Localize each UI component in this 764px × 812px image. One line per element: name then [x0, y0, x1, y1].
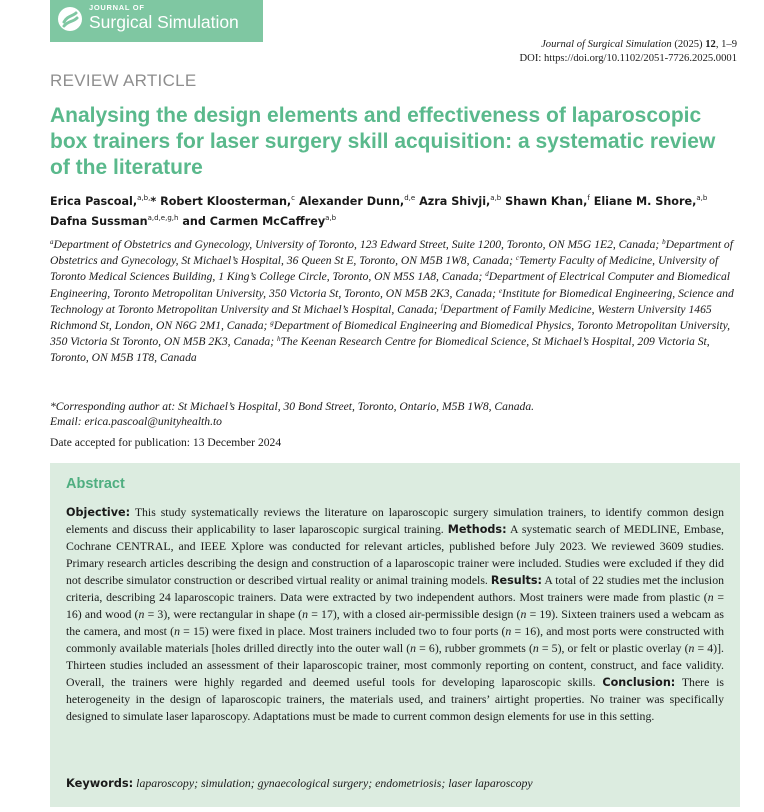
author-entry: [419, 195, 501, 208]
keywords-text: laparoscopy; simulation; gynaecological surgery; endometriosis; laser laparoscopy: [133, 776, 533, 790]
results-text: [66, 573, 724, 689]
affiliation-text: Department of Obstetrics and Gynecology, St Michael’s Hospital, 36 Queen St E, Toronto, ON M5B 1W8, Canada;: [50, 238, 733, 268]
abstract-heading: Abstract: [66, 476, 125, 492]
affiliation-marker: h: [276, 335, 281, 344]
author-list: [50, 192, 740, 232]
n-symbol: n: [688, 641, 695, 655]
author-name: Erica Pascoal,: [50, 195, 138, 208]
citation-pages: , 1–9: [715, 39, 737, 50]
n-symbol: n: [707, 590, 714, 604]
citation-journal: Journal of Surgical Simulation: [541, 39, 672, 50]
author-affiliation-marker: a,b: [490, 194, 502, 202]
results-segment: A total of 22 studies met the inclusion criteria, describing 24 laparoscopic trainers. Data were extracted by two independent authors. Most trainers were made from plastic (: [66, 573, 724, 604]
author-affiliation-marker: a,b,: [137, 194, 151, 202]
citation-year: (2025): [671, 39, 706, 50]
author-affiliation-marker: a,b: [325, 214, 337, 222]
objective-text: This study systematically reviews the literature on laparoscopic surgery simulation trainers, to identify common design elements and discuss their applicability to laser laparoscopic surgical training.: [66, 505, 724, 536]
affiliation-text: Department of Electrical Computer and Biomedical Engineering, Toronto Metropolitan University, 350 Victoria St, Toronto, ON M5B 2K3, Canada;: [50, 270, 730, 300]
results-segment: = 19). Sixteen trainers used a webcam as the camera, and most (: [66, 607, 725, 638]
results-segment: = 16) and wood (: [66, 590, 724, 621]
affiliation-marker: e: [498, 286, 502, 295]
abstract-body: [66, 504, 724, 725]
n-symbol: n: [505, 624, 512, 638]
n-symbol: n: [138, 607, 145, 621]
conclusion-text: There is heterogeneity in the design of laparoscopic trainers, the materials used, and trainers’ airtight properties. No trainer was specifically designed to simulate laser laparoscopy. Adaptations must be made to current common design elements for use in this setting.: [66, 675, 724, 723]
results-segment: = 16), and most ports were constructed with commonly available materials [holes drilled directly into the outer wall (: [66, 624, 724, 655]
keywords-line: [66, 776, 726, 791]
author-name: Dafna Sussman: [50, 215, 148, 228]
citation-doi[interactable]: DOI: https://doi.org/10.1102/2051-7726.2025.0001: [519, 53, 737, 64]
author-name: Eliane M. Shore,: [593, 195, 697, 208]
conclusion-label: Conclusion:: [602, 676, 676, 689]
author-name: Azra Shivji,: [419, 195, 491, 208]
affiliation-text: The Keenan Research Centre for Biomedical Science, St Michael’s Hospital, 209 Victoria St, Toronto, ON M5B 1T8, Canada: [50, 335, 710, 365]
affiliation-text: Department of Biomedical Engineering and Biomedical Physics, Toronto Metropolitan University, 350 Victoria St Toronto, ON M5B 2K3, Canada;: [50, 319, 731, 349]
author-affiliation-marker: d,e: [404, 194, 416, 202]
article-type-label: REVIEW ARTICLE: [50, 71, 197, 90]
results-segment: = 15) were fixed in place. Most trainers included two to four ports (: [179, 624, 506, 638]
affiliation-marker: f: [440, 302, 443, 311]
author-entry: [182, 215, 336, 228]
corresponding-author: *Corresponding author at: St Michael’s Hospital, 30 Bond Street, Toronto, Ontario, M5B 1W8, Canada.: [50, 400, 535, 413]
n-symbol: n: [302, 607, 309, 621]
affiliation-text: Department of Family Medicine, Western University 1465 Richmond St, London, ON N6G 2M1, Canada;: [50, 302, 712, 333]
results-segment: = 3), were rectangular in shape (: [144, 607, 303, 621]
n-symbol: n: [410, 641, 417, 655]
journal-logo-small-text: JOURNAL OF: [89, 3, 145, 12]
author-affiliation-marker: a,b: [696, 194, 708, 202]
author-entry: [50, 195, 156, 208]
author-entry: [299, 195, 415, 208]
results-segment: = 17), with a closed air-permissible design (: [308, 607, 521, 621]
date-accepted: Date accepted for publication: 13 December 2024: [50, 436, 282, 449]
author-affiliation-marker: c: [291, 194, 296, 202]
corresponding-email[interactable]: Email: erica.pascoal@unityhealth.to: [50, 415, 222, 428]
affiliation-marker: c: [515, 254, 519, 263]
results-label: Results:: [490, 574, 543, 587]
journal-logo-name: Surgical Simulation: [89, 12, 239, 32]
n-symbol: n: [532, 641, 539, 655]
affiliation-marker: a: [50, 238, 54, 246]
affiliation-marker: d: [485, 270, 489, 279]
n-symbol: n: [520, 607, 527, 621]
author-name: Alexander Dunn,: [298, 195, 405, 208]
affiliation-marker: g: [270, 319, 274, 328]
keywords-label: Keywords:: [66, 776, 134, 790]
author-affiliation-marker: a,d,e,g,h: [147, 214, 179, 222]
author-name: Robert Kloosterman,: [160, 195, 292, 208]
author-name: and Carmen McCaffrey: [182, 215, 326, 228]
citation-block: [520, 38, 737, 66]
methods-text: A systematic search of MEDLINE, Embase, Cochrane CENTRAL, and IEEE Xplore was conducted for relevant articles, published before July 2023. We reviewed 3609 studies. Primary research articles describing the design and construction of a laparoscopic trainer were included. Studies were excluded if they did not describe simulator construction or described virtual reality or animal training models.: [66, 522, 725, 587]
affiliation-text: Institute for Biomedical Engineering, Science and Technology at Toronto Metropolitan University and St Michael’s Hospital, Canada;: [50, 286, 734, 316]
author-affiliation-marker: f: [587, 194, 590, 202]
results-segment: = 6), rubber grommets (: [416, 641, 533, 655]
author-name: Shawn Khan,: [505, 195, 588, 208]
n-symbol: n: [174, 624, 180, 638]
author-entry: [50, 215, 178, 228]
author-entry: [160, 195, 295, 208]
affiliation-text: Temerty Faculty of Medicine, University of Toronto Medical Sciences Building, 1 King’s College Circle, Toronto, ON M5S 1A8, Canada;: [50, 254, 719, 284]
journal-logo-icon: [58, 7, 82, 31]
objective-label: Objective:: [66, 506, 131, 519]
affiliations-block: [50, 237, 740, 367]
article-title: Analysing the design elements and effectiveness of laparoscopic box trainers for laser surgery skill acquisition: a systematic review of the literature: [50, 104, 716, 179]
citation-volume: 12: [705, 39, 716, 50]
methods-label: Methods:: [447, 523, 507, 536]
affiliation-text: Department of Obstetrics and Gynecology, University of Toronto, 123 Edward Street, Suite 1200, Toronto, ON M5G 1E2, Canada;: [53, 238, 663, 251]
author-entry: [505, 195, 590, 208]
results-segment: = 5), or felt or plastic overlay (: [538, 641, 689, 655]
affiliation-marker: b: [662, 238, 666, 246]
author-entry: [594, 195, 708, 208]
corresponding-marker: *: [150, 195, 157, 208]
results-segment: = 4)]. Thirteen studies included an assessment of their laparoscopic trainer, most commonly reporting on content, construct, and face validity. Overall, the trainers were highly regarded and deemed useful tools for developing laparoscopic skills.: [66, 641, 724, 689]
